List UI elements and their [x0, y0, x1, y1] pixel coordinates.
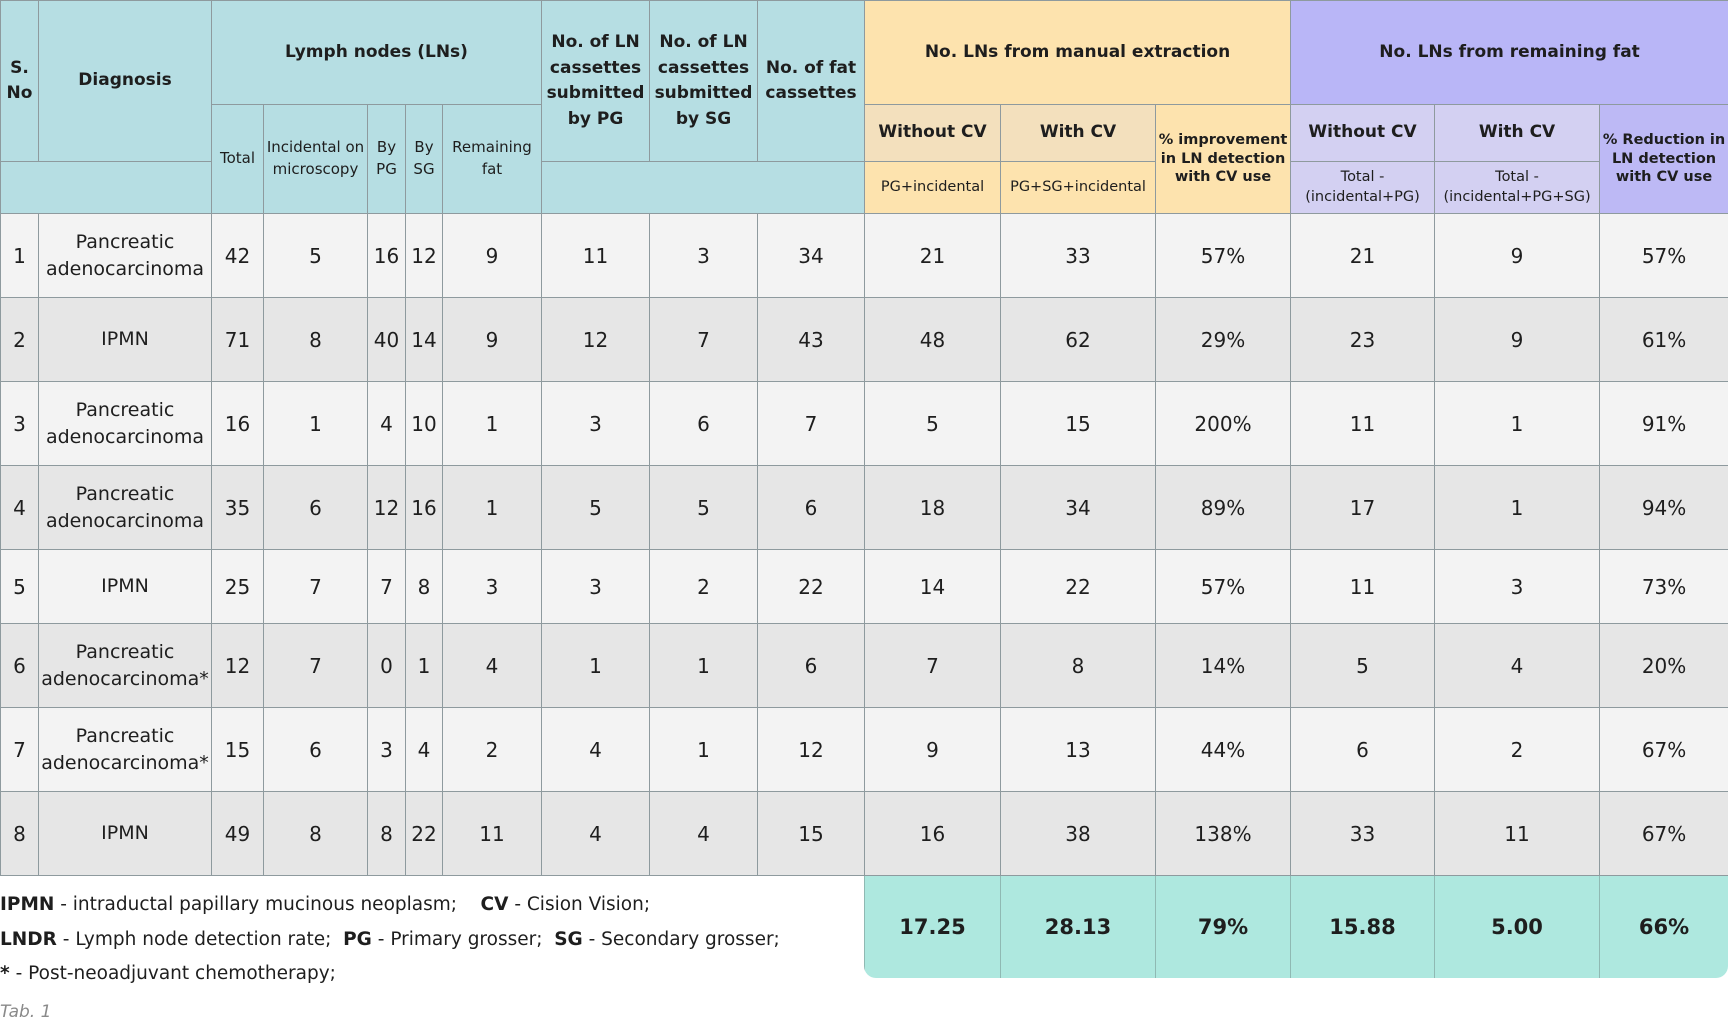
cell-fat-reduction: 20%	[1600, 624, 1728, 708]
cell-diagnosis: Pancreatic adenocarcinoma	[39, 214, 212, 298]
cell-ln-remaining-fat: 9	[443, 298, 542, 382]
cell-manual-with-cv: 33	[1001, 214, 1156, 298]
abbr-sg: SG	[554, 928, 583, 950]
cell-cassettes-sg: 5	[650, 466, 758, 550]
cell-ln-by-sg: 10	[406, 382, 443, 466]
header-fat-without-formula: Total - (incidental+PG)	[1291, 162, 1435, 214]
abbr-lndr: LNDR	[0, 928, 57, 950]
header-manual-improvement: % improvement in LN detection with CV use	[1156, 105, 1291, 214]
header-ln-by-pg: By PG	[368, 105, 406, 214]
cell-fat-without-cv: 11	[1291, 550, 1435, 624]
cell-ln-total: 16	[212, 382, 264, 466]
cell-fat-cassettes: 7	[758, 382, 865, 466]
cell-ln-incidental: 1	[264, 382, 368, 466]
def-cv: - Cision Vision;	[514, 894, 651, 915]
cell-diagnosis: Pancreatic adenocarcinoma	[39, 466, 212, 550]
cell-ln-by-sg: 14	[406, 298, 443, 382]
cell-fat-without-cv: 6	[1291, 708, 1435, 792]
cell-ln-by-sg: 12	[406, 214, 443, 298]
cell-cassettes-sg: 3	[650, 214, 758, 298]
cell-fat-cassettes: 43	[758, 298, 865, 382]
cell-fat-with-cv: 1	[1435, 382, 1600, 466]
cell-manual-improvement: 200%	[1156, 382, 1291, 466]
cell-cassettes-pg: 4	[542, 708, 650, 792]
cell-manual-improvement: 89%	[1156, 466, 1291, 550]
cell-sno: 1	[1, 214, 39, 298]
cell-fat-cassettes: 22	[758, 550, 865, 624]
header-cassettes-pg: No. of LN cassettes submitted by PG	[542, 1, 650, 162]
cell-diagnosis: IPMN	[39, 550, 212, 624]
cell-manual-without-cv: 21	[865, 214, 1001, 298]
cell-ln-by-pg: 40	[368, 298, 406, 382]
cell-manual-with-cv: 22	[1001, 550, 1156, 624]
summary-manual-with-cv: 28.13	[1001, 876, 1156, 978]
cell-ln-total: 71	[212, 298, 264, 382]
def-lndr: - Lymph node detection rate;	[62, 928, 332, 950]
table-row	[1, 550, 1728, 624]
table-row	[1, 624, 1728, 708]
cell-fat-cassettes: 34	[758, 214, 865, 298]
cell-sno: 5	[1, 550, 39, 624]
cell-cassettes-pg: 4	[542, 792, 650, 876]
cell-sno: 6	[1, 624, 39, 708]
cell-fat-reduction: 67%	[1600, 792, 1728, 876]
summary-fat-reduction: 66%	[1600, 876, 1728, 978]
header-ln-incidental: Incidental on microscopy	[264, 105, 368, 214]
footnote-line-1	[0, 888, 860, 923]
summary-manual-improvement: 79%	[1156, 876, 1291, 978]
cell-diagnosis: Pancreatic adenocarcinoma*	[39, 624, 212, 708]
cell-sno: 3	[1, 382, 39, 466]
table-caption: Tab. 1	[0, 1002, 52, 1022]
cell-manual-with-cv: 34	[1001, 466, 1156, 550]
abbr-star: *	[0, 963, 10, 984]
cell-ln-by-pg: 7	[368, 550, 406, 624]
header-fat-cassettes: No. of fat cassettes	[758, 1, 865, 162]
table-row	[1, 792, 1728, 876]
cell-ln-remaining-fat: 3	[443, 550, 542, 624]
footnote-line-3	[0, 957, 860, 992]
cell-fat-with-cv: 2	[1435, 708, 1600, 792]
header-manual-with-formula: PG+SG+incidental	[1001, 162, 1156, 214]
header-ln-by-sg: By SG	[406, 105, 443, 214]
header-spacer-mid	[542, 162, 865, 214]
table-header	[1, 1, 1728, 214]
cell-fat-with-cv: 9	[1435, 214, 1600, 298]
cell-cassettes-pg: 1	[542, 624, 650, 708]
cell-manual-without-cv: 5	[865, 382, 1001, 466]
cell-cassettes-sg: 7	[650, 298, 758, 382]
cell-fat-reduction: 67%	[1600, 708, 1728, 792]
footnote-line-2	[0, 923, 860, 958]
def-star: - Post-neoadjuvant chemotherapy;	[15, 963, 336, 984]
header-ln-remaining-fat: Remaining fat	[443, 105, 542, 214]
cell-cassettes-sg: 6	[650, 382, 758, 466]
cell-fat-reduction: 61%	[1600, 298, 1728, 382]
cell-manual-without-cv: 18	[865, 466, 1001, 550]
cell-ln-total: 35	[212, 466, 264, 550]
cell-sno: 7	[1, 708, 39, 792]
header-manual-without-formula: PG+incidental	[865, 162, 1001, 214]
cell-fat-reduction: 94%	[1600, 466, 1728, 550]
cell-fat-with-cv: 1	[1435, 466, 1600, 550]
header-manual-with-cv: With CV	[1001, 105, 1156, 162]
table-row	[1, 466, 1728, 550]
cell-ln-incidental: 8	[264, 792, 368, 876]
header-fat-reduction: % Reduction in LN detection with CV use	[1600, 105, 1728, 214]
cell-ln-by-sg: 16	[406, 466, 443, 550]
cell-fat-reduction: 73%	[1600, 550, 1728, 624]
cell-manual-with-cv: 15	[1001, 382, 1156, 466]
cell-ln-by-pg: 12	[368, 466, 406, 550]
cell-ln-by-sg: 4	[406, 708, 443, 792]
table-row	[1, 214, 1728, 298]
cell-ln-remaining-fat: 11	[443, 792, 542, 876]
header-spacer-left	[1, 162, 212, 214]
cell-ln-remaining-fat: 4	[443, 624, 542, 708]
cell-fat-without-cv: 5	[1291, 624, 1435, 708]
header-fat-without-cv: Without CV	[1291, 105, 1435, 162]
header-fat-with-cv: With CV	[1435, 105, 1600, 162]
cell-diagnosis: IPMN	[39, 792, 212, 876]
cell-fat-cassettes: 6	[758, 624, 865, 708]
summary-fat-without-cv: 15.88	[1291, 876, 1435, 978]
cell-cassettes-sg: 1	[650, 708, 758, 792]
header-cassettes-sg: No. of LN cassettes submitted by SG	[650, 1, 758, 162]
cell-ln-remaining-fat: 1	[443, 382, 542, 466]
cell-manual-improvement: 138%	[1156, 792, 1291, 876]
cell-sno: 2	[1, 298, 39, 382]
cell-ln-by-pg: 8	[368, 792, 406, 876]
summary-manual-without-cv: 17.25	[865, 876, 1001, 978]
def-ipmn: - intraductal papillary mucinous neoplasm;	[60, 894, 457, 915]
header-ln-total: Total	[212, 105, 264, 214]
cell-cassettes-pg: 12	[542, 298, 650, 382]
cell-diagnosis: Pancreatic adenocarcinoma	[39, 382, 212, 466]
cell-ln-incidental: 6	[264, 466, 368, 550]
cell-ln-incidental: 5	[264, 214, 368, 298]
cell-fat-with-cv: 4	[1435, 624, 1600, 708]
cell-manual-without-cv: 9	[865, 708, 1001, 792]
cell-ln-incidental: 7	[264, 550, 368, 624]
cell-ln-total: 12	[212, 624, 264, 708]
cell-manual-improvement: 14%	[1156, 624, 1291, 708]
table-row	[1, 708, 1728, 792]
table-row	[1, 382, 1728, 466]
footnotes	[0, 888, 860, 992]
cell-manual-without-cv: 16	[865, 792, 1001, 876]
header-diagnosis: Diagnosis	[39, 1, 212, 162]
cell-manual-with-cv: 8	[1001, 624, 1156, 708]
summary-table	[864, 876, 1728, 978]
cell-manual-with-cv: 38	[1001, 792, 1156, 876]
cell-fat-with-cv: 11	[1435, 792, 1600, 876]
summary-fat-with-cv: 5.00	[1435, 876, 1600, 978]
cell-ln-total: 15	[212, 708, 264, 792]
cell-ln-total: 49	[212, 792, 264, 876]
cell-fat-cassettes: 12	[758, 708, 865, 792]
cell-fat-without-cv: 17	[1291, 466, 1435, 550]
cell-fat-with-cv: 3	[1435, 550, 1600, 624]
cell-fat-without-cv: 33	[1291, 792, 1435, 876]
cell-ln-by-pg: 3	[368, 708, 406, 792]
cell-ln-by-sg: 22	[406, 792, 443, 876]
cell-fat-reduction: 91%	[1600, 382, 1728, 466]
cell-ln-total: 42	[212, 214, 264, 298]
cell-manual-improvement: 29%	[1156, 298, 1291, 382]
cell-manual-without-cv: 14	[865, 550, 1001, 624]
cell-sno: 4	[1, 466, 39, 550]
cell-sno: 8	[1, 792, 39, 876]
header-fat-with-formula: Total - (incidental+PG+SG)	[1435, 162, 1600, 214]
cell-ln-incidental: 6	[264, 708, 368, 792]
def-sg: - Secondary grosser;	[588, 928, 780, 950]
table-body	[1, 214, 1728, 876]
def-pg: - Primary grosser;	[377, 928, 543, 950]
header-remaining-fat: No. LNs from remaining fat	[1291, 1, 1728, 105]
header-lymph-nodes: Lymph nodes (LNs)	[212, 1, 542, 105]
cell-ln-remaining-fat: 2	[443, 708, 542, 792]
cell-ln-remaining-fat: 9	[443, 214, 542, 298]
cell-cassettes-sg: 1	[650, 624, 758, 708]
cell-ln-total: 25	[212, 550, 264, 624]
abbr-cv: CV	[480, 894, 509, 915]
cell-manual-improvement: 57%	[1156, 214, 1291, 298]
cell-ln-by-sg: 8	[406, 550, 443, 624]
cell-ln-by-pg: 0	[368, 624, 406, 708]
cell-ln-incidental: 7	[264, 624, 368, 708]
cell-manual-improvement: 57%	[1156, 550, 1291, 624]
cell-ln-by-pg: 16	[368, 214, 406, 298]
cell-cassettes-pg: 3	[542, 382, 650, 466]
cell-manual-with-cv: 13	[1001, 708, 1156, 792]
abbr-pg: PG	[343, 928, 372, 950]
cell-fat-with-cv: 9	[1435, 298, 1600, 382]
abbr-ipmn: IPMN	[0, 894, 55, 915]
cell-fat-without-cv: 11	[1291, 382, 1435, 466]
cell-cassettes-sg: 2	[650, 550, 758, 624]
summary-row	[864, 876, 1728, 978]
cell-fat-without-cv: 21	[1291, 214, 1435, 298]
cell-ln-remaining-fat: 1	[443, 466, 542, 550]
header-manual-without-cv: Without CV	[865, 105, 1001, 162]
cell-cassettes-pg: 3	[542, 550, 650, 624]
cell-manual-without-cv: 48	[865, 298, 1001, 382]
cell-fat-cassettes: 6	[758, 466, 865, 550]
cell-ln-incidental: 8	[264, 298, 368, 382]
cell-ln-by-pg: 4	[368, 382, 406, 466]
cell-cassettes-sg: 4	[650, 792, 758, 876]
cell-fat-without-cv: 23	[1291, 298, 1435, 382]
cell-cassettes-pg: 5	[542, 466, 650, 550]
header-sno: S. No	[1, 1, 39, 162]
cell-manual-improvement: 44%	[1156, 708, 1291, 792]
cell-fat-reduction: 57%	[1600, 214, 1728, 298]
cell-cassettes-pg: 11	[542, 214, 650, 298]
cell-manual-without-cv: 7	[865, 624, 1001, 708]
cell-ln-by-sg: 1	[406, 624, 443, 708]
cell-diagnosis: Pancreatic adenocarcinoma*	[39, 708, 212, 792]
cell-diagnosis: IPMN	[39, 298, 212, 382]
cell-manual-with-cv: 62	[1001, 298, 1156, 382]
cell-fat-cassettes: 15	[758, 792, 865, 876]
header-manual-extraction: No. LNs from manual extraction	[865, 1, 1291, 105]
table-row	[1, 298, 1728, 382]
